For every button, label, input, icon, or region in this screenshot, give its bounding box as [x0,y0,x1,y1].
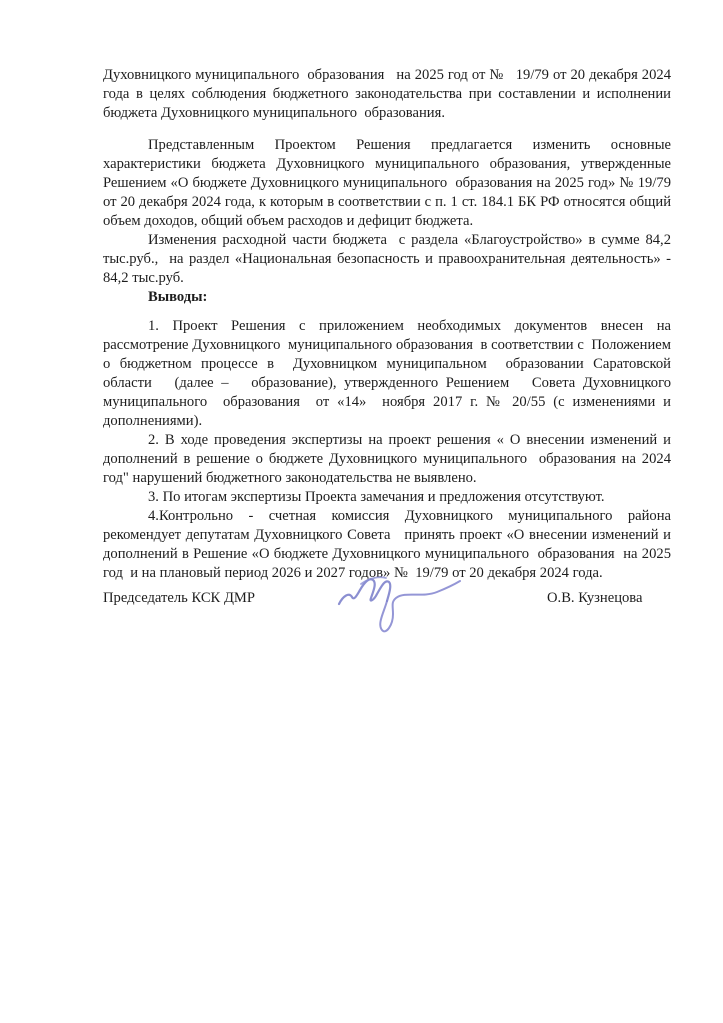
signer-name: О.В. Кузнецова [547,590,643,606]
conclusion-item-4: 4.Контрольно - счетная комиссия Духовницкого муниципального района рекомендует депутатам Духовницкого Совета принять проект «О внесении изменений и дополнений в Решение «О бюджете Духовницкого муниципального образования на 2025 год и на плановый период 2026 и 2027 годов» № 19/79 от 20 декабря 2024 года. [103,508,671,581]
handwritten-signature [325,552,475,647]
conclusions-heading: Выводы: [148,289,208,305]
signature-stroke-tail [380,581,460,631]
signer-position-label: Председатель КСК ДМР [103,590,255,606]
conclusion-item-3: 3. По итогам экспертизы Проекта замечания и предложения отсутствуют. [148,489,605,505]
paragraph-expense-changes: Изменения расходной части бюджета с раздела «Благоустройство» в сумме 84,2 тыс.руб., на раздел «Национальная безопасность и правоохранительная деятельность» - 84,2 тыс.руб. [103,232,671,286]
conclusion-item-1: 1. Проект Решения с приложением необходимых документов внесен на рассмотрение Духовницкого муниципального образования в соответствии с Положением о бюджетном процессе в Духовницком муниципальном образовании Саратовской области (далее – образование), утвержденного Решением Совета Духовницкого муниципального образования от «14» ноября 2017 г. № 20/55 (с изменениями и дополнениями). [103,318,671,429]
conclusion-item-2: 2. В ходе проведения экспертизы на проект решения « О внесении изменений и дополнений в решение о бюджете Духовницкого муниципального образования на 2024 год" нарушений бюджетного законодательства не выявлено. [103,432,671,486]
signature-stroke-letters [339,579,390,604]
paragraph-continuation: Духовницкого муниципального образования на 2025 год от № 19/79 от 20 декабря 2024 года в целях соблюдения бюджетного законодательства при составлении и исполнении бюджета Духовницкого муниципального образования. [103,67,671,121]
document-body [103,66,671,583]
paragraph-proposal: Представленным Проектом Решения предлагается изменить основные характеристики бюджета Духовницкого муниципального образования, утвержденные Решением «О бюджете Духовницкого муниципального образования на 2025 год» № 19/79 от 20 декабря 2024 года, к которым в соответствии с п. 1 ст. 184.1 БК РФ относятся общий объем доходов, общий объем расходов и дефицит бюджета. [103,137,671,229]
